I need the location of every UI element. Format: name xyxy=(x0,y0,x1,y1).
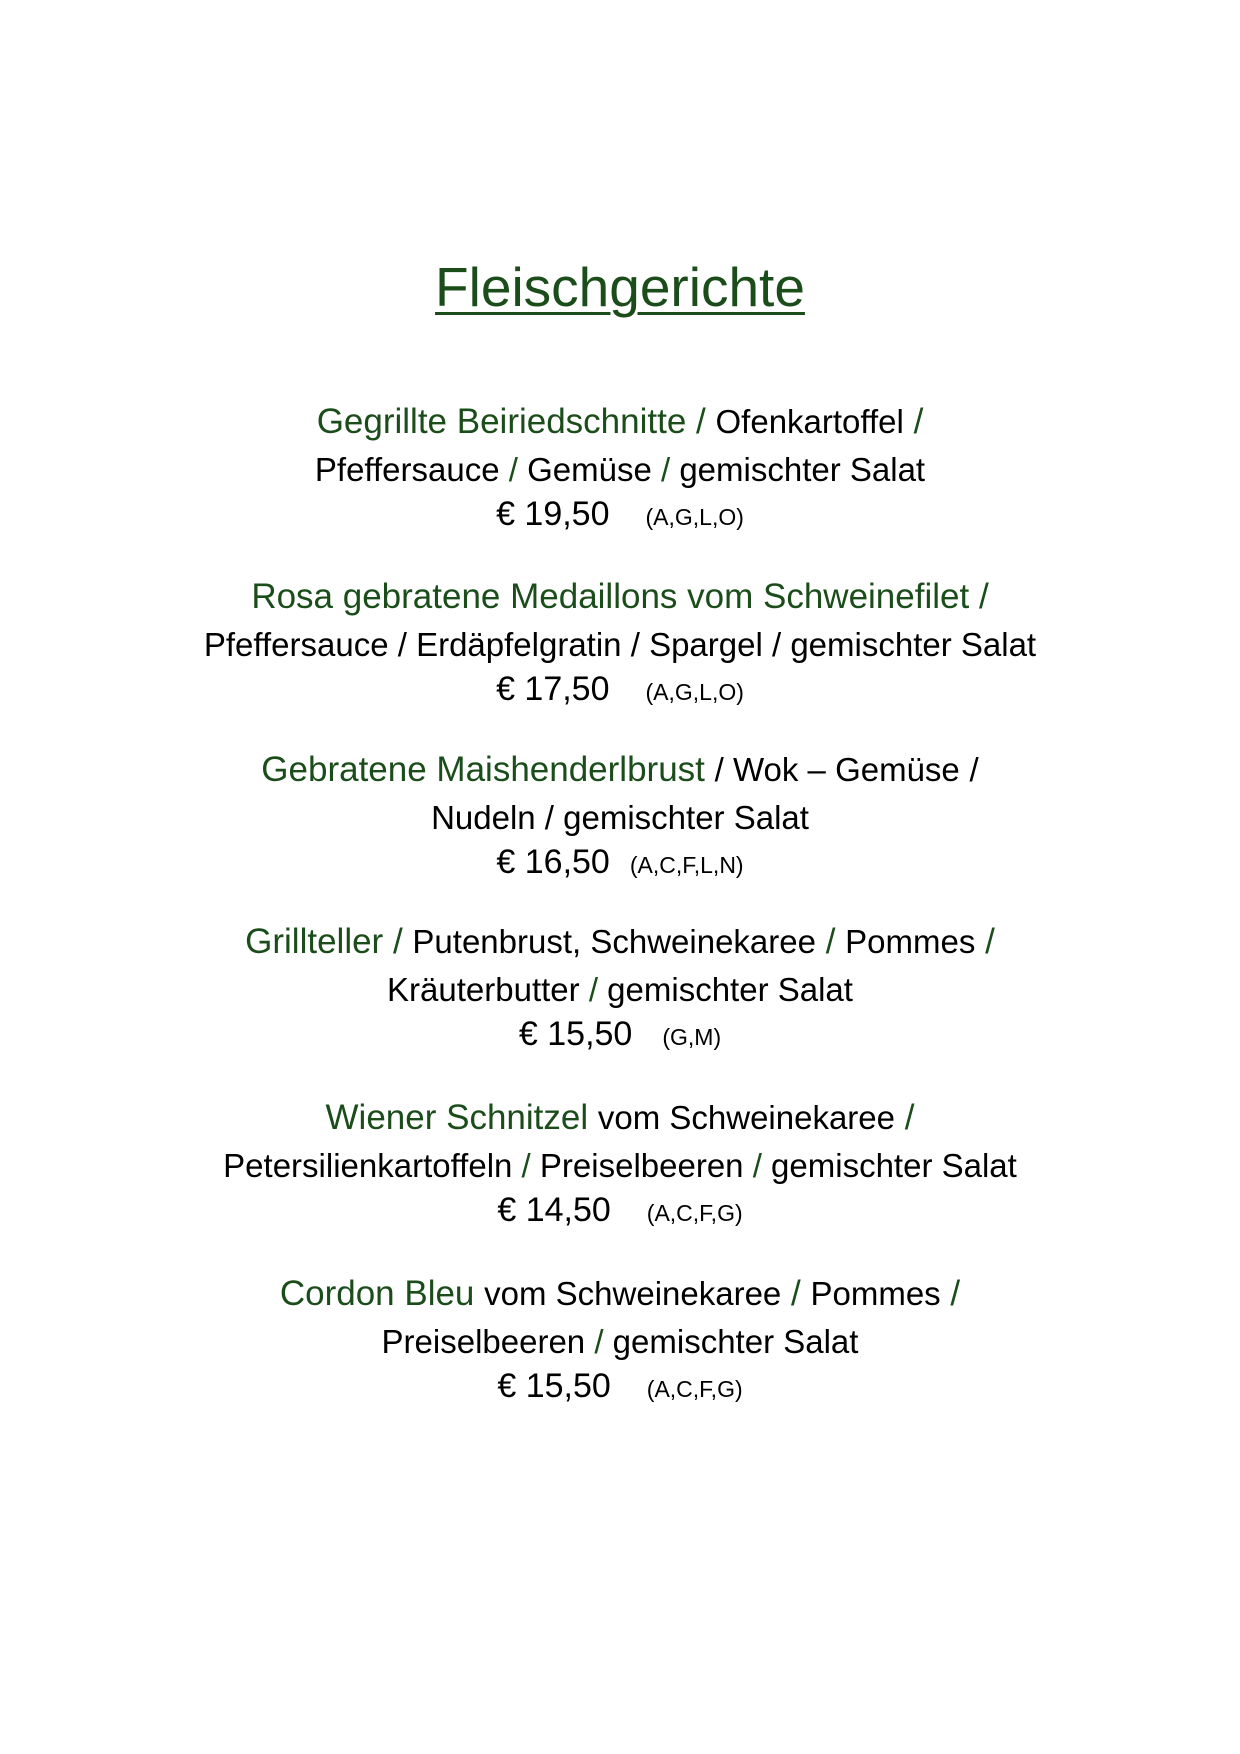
dish-line-1: Grillteller / Putenbrust, Schweinekaree / Pommes / xyxy=(245,922,995,961)
dish-line-2: Petersilienkartoffeln / Preiselbeeren / gemischter Salat xyxy=(223,1147,1017,1184)
dish-line-2: Kräuterbutter / gemischter Salat xyxy=(387,971,853,1008)
dish-side: Kräuterbutter xyxy=(387,971,580,1008)
dish-maishenderlbrust xyxy=(0,745,1240,886)
dish-grillteller xyxy=(0,917,1240,1058)
dish-line-1: Gegrillte Beiriedschnitte / Ofenkartoffel / xyxy=(316,402,924,441)
dish-line-1: Rosa gebratene Medaillons vom Schweinefilet / xyxy=(251,577,989,616)
dish-side: Pfeffersauce xyxy=(314,451,500,488)
dish-line-2: Nudeln / gemischter Salat xyxy=(431,799,809,836)
dish-side: Pommes xyxy=(810,1275,941,1312)
dish-price-line xyxy=(0,841,1240,886)
dish-side: gemischter Salat xyxy=(607,971,853,1008)
dish-line-1: Wiener Schnitzel vom Schweinekaree / xyxy=(325,1098,915,1137)
dish-side: Petersilienkartoffeln xyxy=(223,1147,513,1184)
dish-allergens: (A,G,L,O) xyxy=(645,679,744,705)
dish-allergens: (A,C,F,G) xyxy=(646,1200,743,1226)
dish-price-line xyxy=(0,493,1240,538)
dish-price-line xyxy=(0,668,1240,713)
dish-cordon-bleu xyxy=(0,1269,1240,1410)
dish-line-2: Pfeffersauce / Gemüse / gemischter Salat xyxy=(314,451,926,488)
dish-wiener-schnitzel xyxy=(0,1093,1240,1234)
dish-price: € 16,50 xyxy=(496,843,610,881)
dish-price: € 15,50 xyxy=(497,1367,611,1405)
dish-line-1: Cordon Bleu vom Schweinekaree / Pommes / xyxy=(279,1274,961,1313)
dish-side: Preiselbeeren xyxy=(539,1147,744,1184)
dish-price: € 19,50 xyxy=(496,495,610,533)
dish-side: Pfeffersauce xyxy=(203,626,389,663)
page-title: Fleischgerichte xyxy=(435,256,805,318)
dish-side: Erdäpfelgratin xyxy=(416,626,622,663)
dish-beiriedschnitte xyxy=(0,397,1240,538)
dish-side: Gemüse xyxy=(527,451,652,488)
dish-name: Wiener Schnitzel xyxy=(325,1098,589,1137)
dish-side: Wok – Gemüse xyxy=(732,751,960,788)
dish-allergens: (A,G,L,O) xyxy=(645,504,744,530)
dish-side: Putenbrust, Schweinekaree xyxy=(412,923,816,960)
dish-side: Nudeln xyxy=(431,799,536,836)
dish-side: gemischter Salat xyxy=(790,626,1037,663)
dish-name: Gegrillte Beiriedschnitte xyxy=(316,402,687,441)
dish-line-2: Pfeffersauce / Erdäpfelgratin / Spargel / gemischter Salat xyxy=(203,626,1037,663)
dish-price-line xyxy=(0,1189,1240,1234)
dish-side: Ofenkartoffel xyxy=(715,403,904,440)
dish-price-line xyxy=(0,1365,1240,1410)
dish-line-1: Gebratene Maishenderlbrust / Wok – Gemüse / xyxy=(261,750,979,789)
dish-name: Gebratene Maishenderlbrust xyxy=(261,750,705,789)
dish-side: Spargel xyxy=(649,626,763,663)
dish-side: Preiselbeeren xyxy=(381,1323,586,1360)
dish-allergens: (G,M) xyxy=(662,1024,722,1050)
dish-line-2: Preiselbeeren / gemischter Salat xyxy=(381,1323,859,1360)
dish-side: gemischter Salat xyxy=(679,451,926,488)
dish-side: gemischter Salat xyxy=(563,799,809,836)
dish-price-line xyxy=(0,1013,1240,1058)
dish-side: gemischter Salat xyxy=(612,1323,859,1360)
dish-name: Rosa gebratene Medaillons vom Schweinefilet xyxy=(251,577,970,616)
dish-side: gemischter Salat xyxy=(771,1147,1017,1184)
dish-medaillons xyxy=(0,572,1240,713)
dish-price: € 17,50 xyxy=(496,670,610,708)
dish-allergens: (A,C,F,G) xyxy=(646,1376,743,1402)
dish-side: vom Schweinekaree xyxy=(597,1099,896,1136)
dish-allergens: (A,C,F,L,N) xyxy=(629,852,744,878)
dish-side: Pommes xyxy=(845,923,976,960)
dish-price: € 15,50 xyxy=(518,1015,633,1053)
dish-name: Grillteller xyxy=(245,922,384,961)
dish-name: Cordon Bleu xyxy=(279,1274,475,1313)
dish-price: € 14,50 xyxy=(497,1191,611,1229)
dish-side: vom Schweinekaree xyxy=(484,1275,782,1312)
